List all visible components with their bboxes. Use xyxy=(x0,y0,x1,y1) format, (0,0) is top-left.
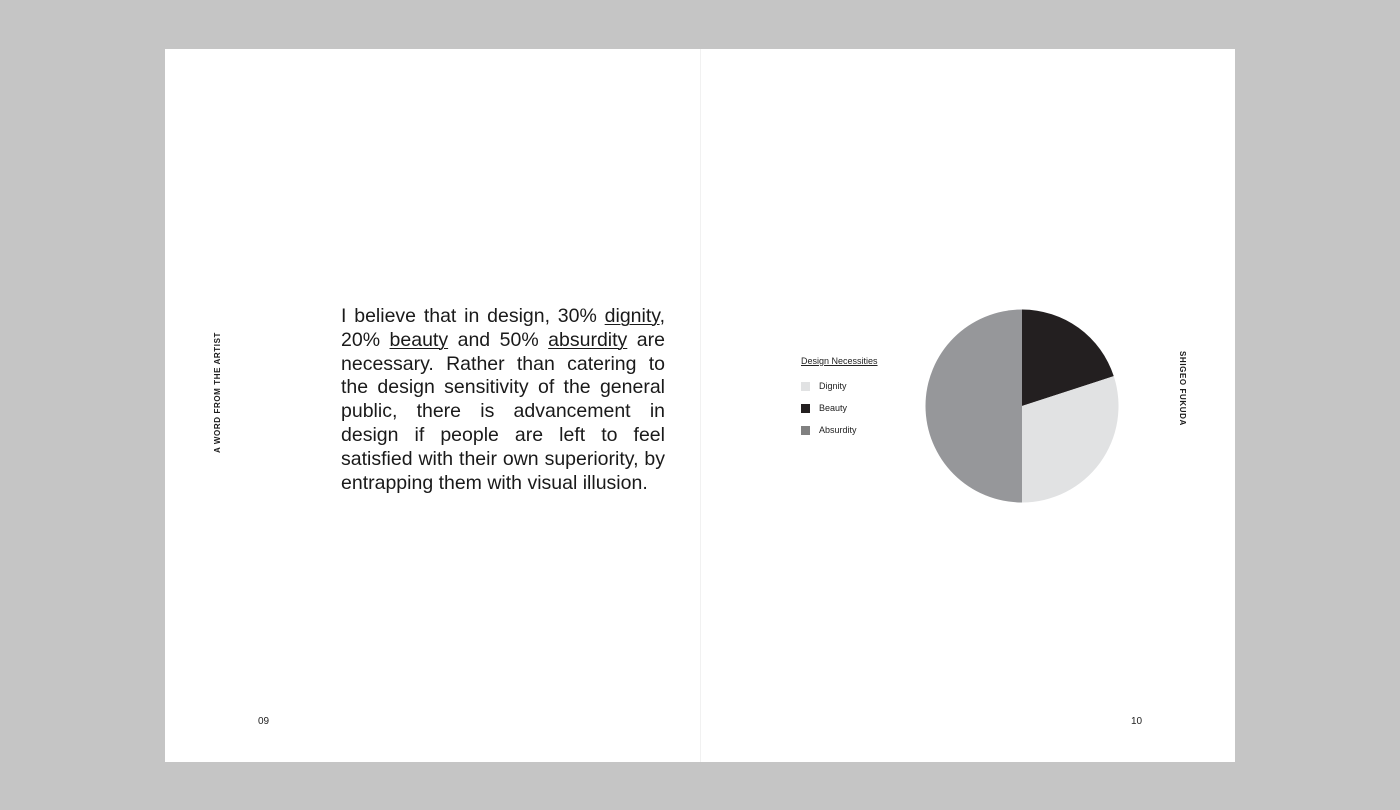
quote-text: and 50% xyxy=(448,328,549,351)
page-number-right: 10 xyxy=(1131,716,1143,727)
quote-text: are necessary. Rather than catering to the design sensitivity of the general public, there is advancement in design if people are left to feel satisfied with their own superiority, by entrapping them with visual illusion. xyxy=(341,328,665,494)
quote-text: I believe that in design, 30% xyxy=(341,305,605,327)
legend-item-absurdity xyxy=(801,419,921,441)
legend-label-beauty: Beauty xyxy=(819,403,848,413)
book-spread xyxy=(165,49,1235,762)
chart-title: Design Necessities xyxy=(801,356,878,366)
page-number-left: 09 xyxy=(258,716,270,727)
chart-legend xyxy=(801,356,921,441)
legend-item-dignity xyxy=(801,375,921,397)
quote-text: , 20% xyxy=(341,305,665,351)
quote-emphasis-dignity: dignity xyxy=(604,305,660,327)
quote-emphasis-beauty: beauty xyxy=(389,328,449,351)
legend-swatch-dignity xyxy=(801,382,810,391)
pie-chart xyxy=(925,309,1119,503)
legend-swatch-absurdity xyxy=(801,426,810,435)
pie-slice-absurdity xyxy=(926,310,1023,503)
legend-item-beauty xyxy=(801,397,921,419)
running-head-right: SHIGEO FUKUDA xyxy=(1178,351,1187,426)
legend-label-absurdity: Absurdity xyxy=(819,425,857,435)
legend-swatch-beauty xyxy=(801,404,810,413)
running-head-left: A WORD FROM THE ARTIST xyxy=(213,331,222,453)
quote-emphasis-absurdity: absurdity xyxy=(548,328,628,351)
artist-quote xyxy=(341,305,665,495)
legend-label-dignity: Dignity xyxy=(819,381,847,391)
